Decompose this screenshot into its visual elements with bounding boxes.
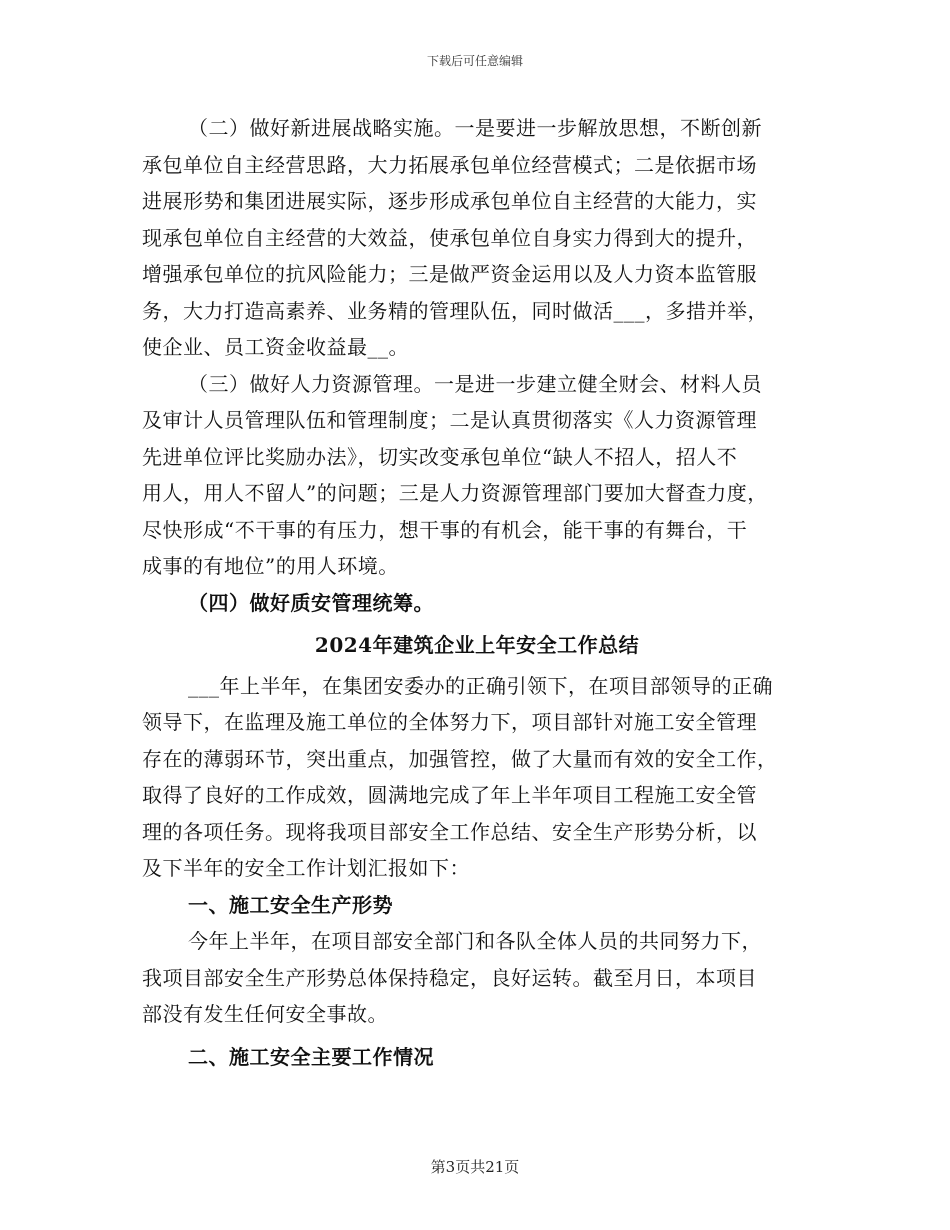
text-line: 及审计人员管理队伍和管理制度；二是认真贯彻落实《人力资源管理 (142, 408, 757, 432)
text-line: 承包单位自主经营思路，大力拓展承包单位经营模式；二是依据市场 (142, 152, 757, 177)
text-line: 取得了良好的工作成效，圆满地完成了年上半年项目工程施工安全管 (142, 783, 757, 807)
text-line: 用人，用人不留人”的问题；三是人力资源管理部门要加大督查力度， (142, 481, 768, 505)
text-line: 进展形势和集团进展实际，逐步形成承包单位自主经营的大能力，实 (142, 189, 757, 213)
paragraph-situation (142, 923, 812, 1033)
section-heading-quality: （四）做好质安管理统筹。 (188, 590, 434, 615)
text-line: （三）做好人力资源管理。一是进一步建立健全财会、材料人员 (188, 371, 762, 396)
text-line: 现承包单位自主经营的大效益，使承包单位自身实力得到大的提升， (142, 225, 757, 250)
document-title: 2024年建筑企业上年安全工作总结 (314, 633, 640, 657)
text-line: 成事的有地位”的用人环境。 (142, 554, 399, 578)
text-line: 今年上半年，在项目部安全部门和各队全体人员的共同努力下， (188, 929, 762, 953)
text-line: 我项目部安全生产形势总体保持稳定，良好运转。截至月日，本项目 (142, 965, 757, 990)
section-heading-situation: 一、施工安全生产形势 (188, 892, 393, 917)
text-line: ___年上半年，在集团安委办的正确引领下，在项目部领导的正确 (188, 673, 773, 698)
text-line: 增强承包单位的抗风险能力；三是做严资金运用以及人力资本监管服 (142, 262, 757, 286)
text-line: 尽快形成“不干事的有压力，想干事的有机会，能干事的有舞台，干 (142, 517, 748, 542)
paragraph-strategy (142, 110, 812, 366)
text-line: 理的各项任务。现将我项目部安全工作总结、安全生产形势分析，以 (142, 819, 757, 844)
text-line: 使企业、员工资金收益最__。 (142, 335, 409, 359)
paragraph-hr (142, 366, 812, 585)
document-body (142, 110, 812, 1075)
page-header: 下载后可任意编辑 (426, 54, 523, 68)
text-line: （二）做好新进展战略实施。一是要进一步解放思想，不断创新 (188, 116, 762, 140)
text-line: 存在的薄弱环节，突出重点，加强管控，做了大量而有效的安全工作， (142, 746, 778, 771)
section-heading-work: 二、施工安全主要工作情况 (188, 1044, 434, 1069)
page-footer: 第3页共21页 (430, 1158, 520, 1176)
text-line: 及下半年的安全工作计划汇报如下： (142, 856, 470, 880)
text-line: 务，大力打造高素养、业务精的管理队伍，同时做活___，多措并举， (142, 298, 768, 323)
text-line: 领导下，在监理及施工单位的全体努力下，项目部针对施工安全管理 (142, 710, 757, 734)
text-line: 先进单位评比奖励办法》，切实改变承包单位“缺人不招人，招人不 (142, 444, 738, 469)
text-line: 部没有发生任何安全事故。 (142, 1002, 388, 1026)
paragraph-intro (142, 668, 812, 887)
